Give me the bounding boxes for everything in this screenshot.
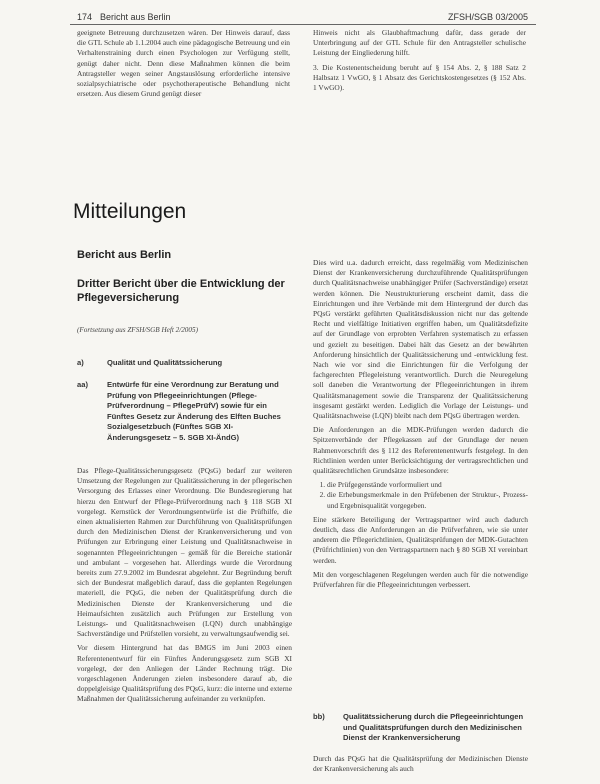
list-item: 2. die Erhebungsmerkmale in den Prüfebenen der Struktur-, Prozess- und Ergebnisqualität vorgegeben. — [327, 490, 528, 510]
right-body-paragraph-4: Mit den vorgeschlagenen Regelungen werden auch für die notwendige Prüfverfahren für die Pflegeeinrichtungen verbessert. — [313, 569, 528, 590]
top-right-paragraph-1: Hinweis nicht als Glaubhaftmachung dafür, dass gerade der Unterbringung auf der GTL Schule für den Antragsteller schulische Leistung der Eingliederung hilft. — [313, 28, 526, 58]
right-body-column — [313, 258, 528, 594]
left-body-paragraph-1: Das Pflege-Qualitätssicherungsgesetz (PQsG) bedarf zur weiteren Umsetzung der Regelungen zur Qualitätssicherung in der pflegerischen Versorgung des Erlasses einer Verordnung. Die Bundesregierung hat hierzu den Entwurf der Pflege-Prüfverordnung nach § 118 SGB XI vorgelegt. Kernstück der Verordnungsentwürfe ist die Prüfhilfe, die einen aktualisierten Rahmen zur Durchführung von Qualitätsprüfungen durch den Medizinischen Dienst der Krankenversicherung und von Prüfungen zur Erbringung einer Leistung und Qualitätsnachweise in sogenannten Pflegeeinrichtungen – gemäß für die Bereiche stationär und ambulant – vorgesehen hat. Allerdings wurde die Verordnung bereits zum 27.9.2002 im Bundesrat abgelehnt. Zur Begründung beruft sich der Bundesrat maßgeblich darauf, dass die geplanten Regelungen materiell, die PQsG, die neben der Qualitätsprüfung durch die Medizinischen Dienste der Krankenversicherung und die Heimaufsichten zusätzlich auch Prüfungen zur Erstellung von Leistungs- und Qualitätsnachweisen (LQN) durch unabhängige Sachverständige und Prüfstellen vorsieht, zu verwaltungsaufwendig sei. — [77, 466, 292, 639]
top-left-column — [77, 28, 290, 103]
right-tail-column — [313, 754, 528, 778]
section-bb-label: bb) — [313, 712, 325, 721]
running-header — [0, 8, 600, 24]
header-rule — [70, 24, 536, 25]
section-subtitle: Bericht aus Berlin — [77, 249, 172, 261]
right-body-paragraph-1: Dies wird u.a. dadurch erreicht, dass regelmäßig vom Medizinischen Dienst der Krankenversicherung durchzuführende Qualitätsprüfungen durch Qualitätsnachweise unabhängiger Prüfer (Sachverständige) ersetzt werden können. Die Neustrukturierung erscheint damit, dass die Einrichtungen und ihre Verbände mit dem Hintergrund der durch das PQsG verstärkt geführten Qualitätsdiskussion nicht nur das geltende Recht und vielfältige Initiativen ergriffen haben, um Qualitätsdefizite auf der Grundlage von erprobten Verfahren systematisch zu erfassen und gezielt zu beseitigen. Dabei hält das Gesetz an der bewährten Anforderung hinsichtlich der Qualitätssicherung und -entwicklung fest. Nach wie vor sind die Einrichtungen für die Verfolgung der fachgerechten Pflegeleistung verantwortlich. Durch die Neuregelung soll daneben die Verantwortung der Pflegeeinrichtungen in ihrem Qualitätsmanagement sowie die Transparenz der Qualitätssicherung insgesamt gestärkt werden. Lediglich die Vorlage der Leistungs- und Qualitätsnachweise (LQN) bleibt nach dem PQsG übertragen werden. — [313, 258, 528, 421]
continuation-note: (Fortsetzung aus ZFSH/SGB Heft 2/2005) — [77, 326, 198, 334]
section-aa-text: Entwürfe für eine Verordnung zur Beratung und Prüfung von Pflegeeinrichtungen (Pflege-Prüfverordnung – PflegePrüfV) sowie für ein Fünftes Gesetz zur Änderung des Elften Buches Sozialgesetzbuch (Fünftes SGB XI-Änderungsgesetz – 5. SGB XI-ÄndG) — [107, 380, 281, 442]
right-body-paragraph-3: Eine stärkere Beteiligung der Vertragspartner wird auch dadurch deutlich, dass die Anforderungen an die Prüfverfahren, wie sie unter anderem die Pflegerichtlinien, Qualitätsprüfungen der MDK-Gutachten (Prüfrichtlinien) von den Vertragspartnern nach § 80 SGB XI vereinbart werden. — [313, 514, 528, 565]
page-number: 174 — [77, 12, 93, 22]
header-section-title: Bericht aus Berlin — [100, 12, 171, 22]
requirements-list — [313, 480, 528, 511]
right-body-paragraph-2: Die Anforderungen an die MDK-Prüfungen werden dadurch die Spitzenverbände der Pflegekassen auf der Grundlage der neuen Rahmenvorschrift des § 112 des Referentenentwurfs festgelegt. In den Richtlinien werden unter Berücksichtigung der vertragsrechtlichen und qualitätsrechtlichen Grundsätze insbesondere: — [313, 425, 528, 476]
header-journal: ZFSH/SGB 03/2005 — [447, 12, 528, 22]
section-aa-label: aa) — [77, 380, 88, 389]
page-title: Mitteilungen — [73, 200, 187, 223]
top-left-paragraph: geeignete Betreuung durchzusetzen wären. Der Hinweis darauf, dass die GTL Schule ab 1.1.2004 auch eine pädagogische Betreuung und ein Verhaltenstraining durch einen Psychologen zur Verfügung stellt, genügt daher nicht. Denn diese Maßnahmen können die beim Antragsteller wegen seiner Angstauslösung erforderliche intensive sozialpsychiatrische oder psychotherapeutische Behandlung nicht ersetzen. Aus diesem Grund genügt dieser — [77, 28, 290, 99]
section-bb-text: Qualitätssicherung durch die Pflegeeinrichtungen und Qualitätsprüfungen durch den Medizinischen Dienst der Krankenversicherung — [343, 712, 524, 743]
left-body-paragraph-2: Vor diesem Hintergrund hat das BMGS im Juni 2003 einen Referentenentwurf für ein Fünftes Änderungsgesetz zum SGB XI vorgelegt, der den Anliegen der Länder Rechnung trägt. Die vorgeschlagenen Änderungen zielen insbesondere darauf ab, die doppelgleisige Qualitätsprüfung des PQsG, kurz: die interne und externe Maßnahmen der Qualitätssicherung aufeinander zu verknüpfen. — [77, 643, 292, 704]
section-a-label: a) — [77, 358, 84, 367]
section-a-text: Qualität und Qualitätssicherung — [107, 358, 223, 367]
right-tail-paragraph: Durch das PQsG hat die Qualitätsprüfung der Medizinischen Dienste der Krankenversicherung als auch — [313, 754, 528, 774]
list-item: 1. die Prüfgegenstände vorformuliert und — [327, 480, 528, 490]
article-heading: Dritter Bericht über die Entwicklung der Pflegeversicherung — [77, 278, 285, 304]
left-body-column — [77, 466, 292, 709]
top-right-paragraph-2: 3. Die Kostenentscheidung beruht auf § 154 Abs. 2, § 188 Satz 2 Halbsatz 1 VwGO, § 1 Absatz des Gerichtskostengesetzes (§ 152 Abs. 1 VwGO). — [313, 62, 526, 93]
top-right-column — [313, 28, 526, 97]
